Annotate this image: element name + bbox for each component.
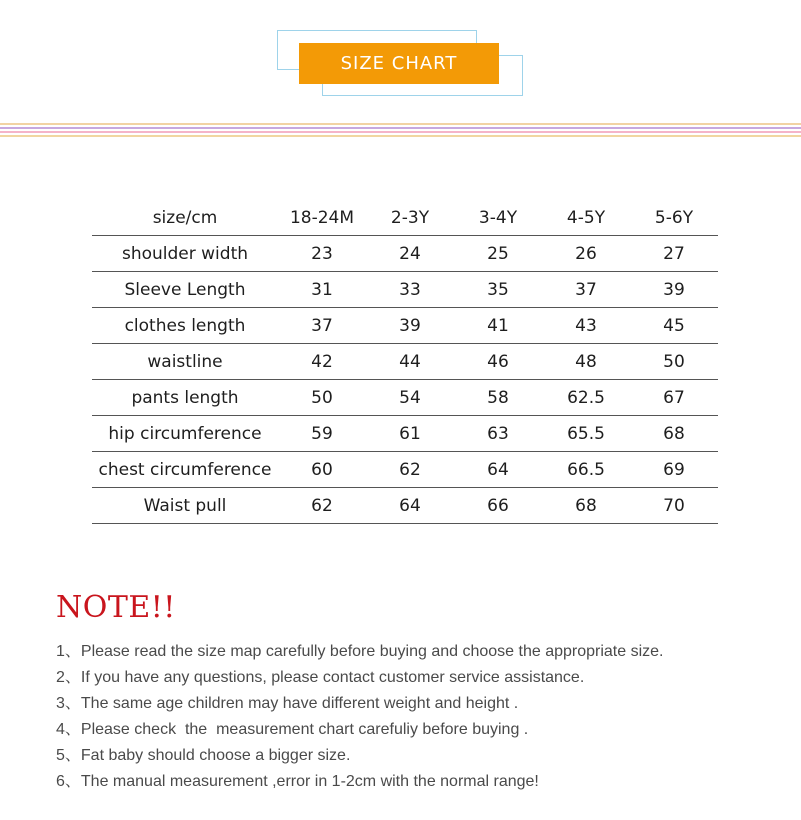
table-cell: 64 [366,488,454,524]
table-cell: 31 [278,272,366,308]
note-item: 6、The manual measurement ,error in 1-2cm with the normal range! [56,773,539,790]
table-cell: 39 [366,308,454,344]
stripe-divider [0,135,801,137]
size-table [92,200,718,524]
row-label: chest circumference [92,452,278,488]
row-label: Waist pull [92,488,278,524]
table-cell: 65.5 [542,416,630,452]
header-cell: 4-5Y [542,200,630,236]
header-cell: 3-4Y [454,200,542,236]
table-cell: 68 [542,488,630,524]
table-cell: 69 [630,452,718,488]
table-cell: 62 [278,488,366,524]
table-cell: 67 [630,380,718,416]
note-list [56,641,663,797]
table-row [92,344,718,380]
table-cell: 63 [454,416,542,452]
header-cell: 5-6Y [630,200,718,236]
table-cell: 64 [454,452,542,488]
note-item: 5、Fat baby should choose a bigger size. [56,747,351,764]
row-label: clothes length [92,308,278,344]
table-row [92,452,718,488]
stripe-divider [0,131,801,133]
table-cell: 66 [454,488,542,524]
table-cell: 58 [454,380,542,416]
table-row [92,236,718,272]
table-cell: 24 [366,236,454,272]
header-cell: 18-24M [278,200,366,236]
note-item: 3、The same age children may have different weight and height . [56,695,519,712]
table-cell: 62 [366,452,454,488]
table-cell: 23 [278,236,366,272]
note-item: 1、Please read the size map carefully before buying and choose the appropriate size. [56,643,664,660]
table-cell: 66.5 [542,452,630,488]
table-cell: 48 [542,344,630,380]
table-row [92,308,718,344]
header-cell: size/cm [92,200,278,236]
table-cell: 26 [542,236,630,272]
header-cell: 2-3Y [366,200,454,236]
table-row [92,272,718,308]
row-label: waistline [92,344,278,380]
note-item: 2、If you have any questions, please contact customer service assistance. [56,669,585,686]
table-row [92,380,718,416]
table-row [92,416,718,452]
table-row [92,488,718,524]
table-cell: 50 [630,344,718,380]
table-cell: 42 [278,344,366,380]
table-cell: 37 [542,272,630,308]
stripe-divider [0,127,801,129]
note-item: 4、Please check the measurement chart carefuliy before buying . [56,721,529,738]
note-title: NOTE!! [56,590,176,625]
table-cell: 41 [454,308,542,344]
table-cell: 25 [454,236,542,272]
table-cell: 43 [542,308,630,344]
table-cell: 70 [630,488,718,524]
table-cell: 45 [630,308,718,344]
stripe-divider [0,123,801,125]
table-cell: 62.5 [542,380,630,416]
table-cell: 33 [366,272,454,308]
table-cell: 59 [278,416,366,452]
table-cell: 35 [454,272,542,308]
table-cell: 37 [278,308,366,344]
table-cell: 60 [278,452,366,488]
table-cell: 39 [630,272,718,308]
table-cell: 27 [630,236,718,272]
table-cell: 54 [366,380,454,416]
row-label: shoulder width [92,236,278,272]
row-label: Sleeve Length [92,272,278,308]
size-chart-badge: SIZE CHART [299,43,499,84]
table-cell: 50 [278,380,366,416]
table-cell: 68 [630,416,718,452]
table-cell: 61 [366,416,454,452]
table-cell: 46 [454,344,542,380]
table-cell: 44 [366,344,454,380]
row-label: pants length [92,380,278,416]
table-header-row [92,200,718,236]
row-label: hip circumference [92,416,278,452]
